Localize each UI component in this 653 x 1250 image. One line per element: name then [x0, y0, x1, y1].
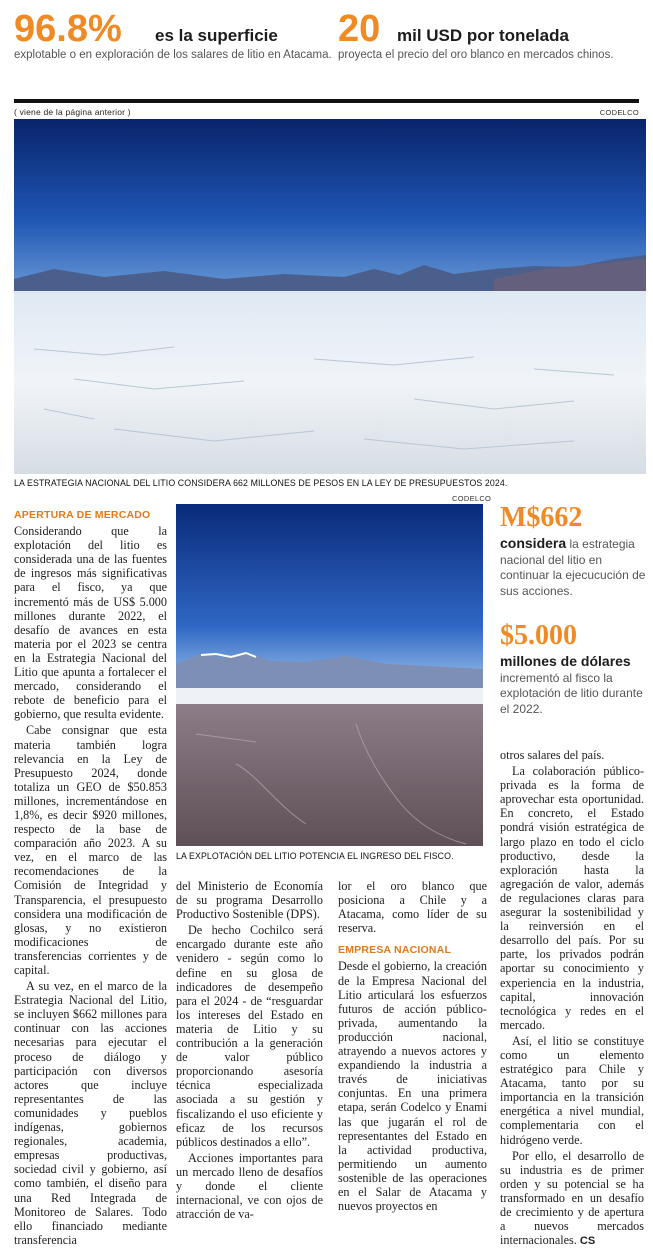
col3-paragraph-1: Desde el gobierno, la creación de la Empresa Nacional del Litio articulará los esfuerzos futuros de acción público-privada, aumentando la producción nacional, atrayendo a nuevos actores y expandiendo la industria a través de iniciativas conjuntas. En una primera etapa, serán Codelco y Enami las que jugarán el rol de representantes del Estado en la actividad productiva, permitiendo un aumento sostenible de las operaciones en el Salar de Atacama y nuevos proyectos en: [338, 959, 487, 1214]
salt-flat-photo: [14, 119, 646, 474]
fact-lead-5000: millones de dólares: [500, 653, 631, 669]
continued-label: ( viene de la página anterior ): [14, 107, 131, 117]
stat-sub-surface: explotable o en exploración de los salares de litio en Atacama.: [14, 49, 332, 61]
article-column-3: [338, 879, 487, 1215]
col1-paragraph-3: A su vez, en el marco de la Estrategia Nacional del Litio, se incluyen $662 millones para continuar con las acciones necesarias para ejecutar el proceso de diálogo y participación con diversos actores que incluye representantes de las comunidades y pueblos indígenas, gobiernos regionales, academia, empresas productivas, sociedad civil y gobierno, así como también, el diseño para una Red Integrada de Monitoreo de Salares. Todo ello financiado mediante transferencia: [14, 979, 167, 1247]
col2-paragraph-1: del Ministerio de Economía de su programa Desarrollo Productivo Sostenible (DPS).: [176, 879, 323, 922]
col4-paragraph-1: otros salares del país.: [500, 748, 605, 762]
fact-number-662: M$662: [500, 502, 583, 533]
stat-lead-surface: es la superficie: [155, 26, 278, 45]
col3-intro: lor el oro blanco que posiciona a Chile y a Atacama, como líder de su reserva.: [338, 879, 487, 936]
col1-paragraph-1: Considerando que la explotación del litio es considerada una de las fuentes de ingresos más significativas para el fisco, ya que incrementó más de US$ 5.000 millones durante 2022, el desafío de avances en esta materia por el 2023 se centra en la Estrategia Nacional del Litio que apunta a fortalecer el mercado, considerando el rebote de beneficio para el gobierno, que resulta evidente.: [14, 524, 167, 722]
photo-top-caption: LA ESTRATEGIA NACIONAL DEL LITIO CONSIDERA 662 MILLONES DE PESOS EN LA LEY DE PRESUPUESTOS 2024.: [14, 478, 508, 488]
heading-apertura: APERTURA DE MERCADO: [14, 509, 151, 521]
stat-number-surface: 96.8%: [14, 8, 122, 50]
col4-paragraph-3: Así, el litio se constituye como un elemento estratégico para Chile y Atacama, tanto por su importancia en la transición energética a nivel mundial, complementaria con el hidrógeno verde.: [500, 1033, 644, 1147]
fact-body-662: la estrategia nacional del litio en continuar la ejecucución de sus acciones.: [500, 537, 646, 598]
fact-text-662: [500, 536, 646, 599]
col4-paragraph-4: [500, 1149, 644, 1249]
fact-text-5000: [500, 654, 646, 717]
heading-empresa: EMPRESA NACIONAL: [338, 944, 452, 957]
article-column-4: [500, 748, 644, 1250]
article-column-1: [14, 508, 167, 1249]
stat-lead-price: mil USD por tonelada: [397, 26, 569, 45]
photo-mid-credit: CODELCO: [452, 494, 492, 503]
col4-paragraph-2: La colaboración público-privada es la forma de aprovechar esta oportunidad. En concreto, el Estado pondrá visión estratégica de largo plazo en todo el ciclo productivo, desde la exploración hasta la agregación de valor, además de regulaciones claras para asegurar la sostenibilidad y la reinversión en el desarrollo del país. Por su parte, los privados podrán aportar su conocimiento y experiencia en la industria, capital, innovación tecnológica y redes en el mercado.: [500, 764, 644, 1032]
photo-mid-caption: LA EXPLOTACIÓN DEL LITIO POTENCIA EL INGRESO DEL FISCO.: [176, 851, 454, 861]
fact-number-5000: $5.000: [500, 620, 577, 651]
col1-paragraph-2: Cabe consignar que esta materia también logra relevancia en la Ley de Presupuesto 2024, donde totaliza un GEO de $50.853 millones, incrementándose en 1,8%, es decir $920 millones, respecto de la base de comparación año 2023. A su vez, en el marco de las recomendaciones de la Comisión de Integridad y Transparencia, el presupuesto considera una modificación de glosas, y no existieron modificaciones de transferencias corrientes y de capital.: [14, 723, 167, 977]
article-column-2: [176, 879, 323, 1223]
col4-paragraph-4-text: Por ello, el desarrollo de su industria es de primer orden y su potencial se ha transformado en un desafío de crecimiento y de apertura a nuevos mercados internacionales.: [500, 1148, 644, 1248]
end-mark: CS: [579, 1235, 596, 1248]
fact-body-5000: incrementó al fisco la explotación de litio durante el 2022.: [500, 670, 643, 716]
col2-paragraph-2: De hecho Cochilco será encargado durante este año venidero - según como lo define en su glosa de indicadores de desempeño para el 2024 - de “resguardar los intereses del Estado en materia de Litio y su contribución a la generación de valor público proporcionando asesoría técnica especializada asociada a su gestión y fiscalizando el uso eficiente y eficaz de los recursos públicos destinados a ello”.: [176, 923, 323, 1149]
fact-lead-662: considera: [500, 535, 567, 551]
stat-number-price: 20: [338, 8, 381, 50]
photo-top-credit: CODELCO: [599, 108, 639, 117]
section-rule: [14, 99, 639, 103]
col2-paragraph-3: Acciones importantes para un mercado lleno de desafíos y donde el cliente internacional, ve con ojos de atracción de va-: [176, 1150, 323, 1222]
stat-sub-price: proyecta el precio del oro blanco en mercados chinos.: [338, 49, 614, 61]
lithium-flat-photo: [176, 504, 483, 846]
